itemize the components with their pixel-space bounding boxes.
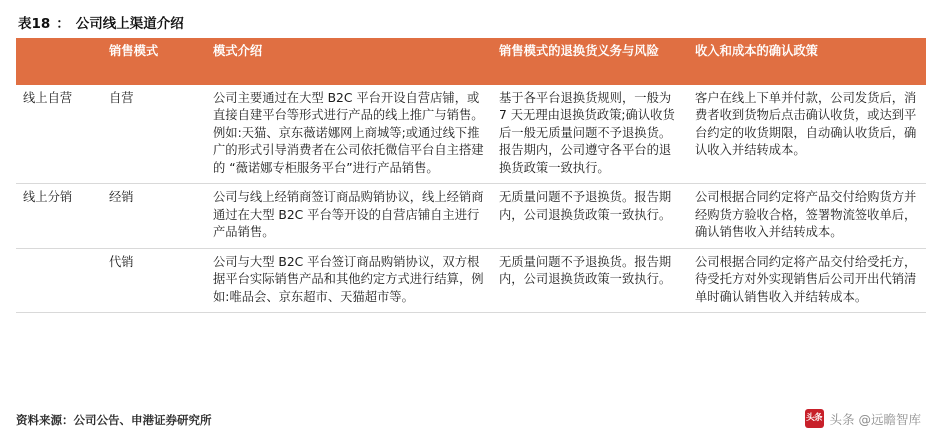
cell-return-policy: 基于各平台退换货规则，一般为 7 天无理由退换货政策;确认收货后一般无质量问题不予退换货。报告期内，公司遵守各平台的退换货政策一致执行。 [492,85,688,184]
table-title-badge: 表18 [18,16,51,32]
cell-return-policy: 无质量问题不予退换货。报告期内，公司退换货政策一致执行。 [492,248,688,312]
table-header-row [16,38,926,85]
source-note: 资料来源：公司公告、申港证券研究所 [16,413,212,427]
table-header-cell-policy: 收入和成本的确认政策 [688,38,926,85]
cell-mode: 自营 [102,85,206,184]
cell-return-policy: 无质量问题不予退换货。报告期内，公司退换货政策一致执行。 [492,184,688,248]
cell-revenue-policy: 公司根据合同约定将产品交付给购货方并经购货方验收合格，签署物流签收单后，确认销售收入并结转成本。 [688,184,926,248]
table-header-cell-channel [16,38,102,85]
table-header [16,38,926,85]
table-header-cell-desc: 模式介绍 [206,38,492,85]
toutiao-logo-icon: 头条 [805,409,824,428]
table-title-text: 公司线上渠道介绍 [75,16,184,32]
table-header-cell-return: 销售模式的退换货义务与风险 [492,38,688,85]
table-header-cell-mode: 销售模式 [102,38,206,85]
table-title-separator: ： [56,16,70,32]
watermark-text: 头条 @远瞻智库 [829,411,921,427]
cell-channel [16,248,102,312]
cell-revenue-policy: 公司根据合同约定将产品交付给受托方，待受托方对外实现销售后公司开出代销清单时确认销售收入并结转成本。 [688,248,926,312]
table-title [18,12,923,32]
table-row [16,184,926,248]
table-row [16,248,926,312]
cell-revenue-policy: 客户在线上下单并付款，公司发货后，消费者收到货物后点击确认收货，或达到平台约定的收货期限，自动确认收货后，确认收入并结转成本。 [688,85,926,184]
table-body [16,85,926,312]
table-row [16,85,926,184]
watermark [805,409,921,428]
cell-description: 公司与大型 B2C 平台签订商品购销协议，双方根据平台实际销售产品和其他约定方式进行结算，例如:唯品会、京东超市、天猫超市等。 [206,248,492,312]
cell-channel: 线上自营 [16,85,102,184]
cell-description: 公司与线上经销商签订商品购销协议，线上经销商通过在大型 B2C 平台等开设的自营店铺自主进行产品销售。 [206,184,492,248]
channel-table [16,38,926,313]
cell-mode: 经销 [102,184,206,248]
cell-description: 公司主要通过在大型 B2C 平台开设自营店铺，或直接自建平台等形式进行产品的线上推广与销售。例如:天猫、京东薇诺娜网上商城等;或通过线下推广的形式引导消费者在公司依托微信平台自主搭建的 “薇诺娜专柜服务平台”进行产品销售。 [206,85,492,184]
cell-channel: 线上分销 [16,184,102,248]
cell-mode: 代销 [102,248,206,312]
